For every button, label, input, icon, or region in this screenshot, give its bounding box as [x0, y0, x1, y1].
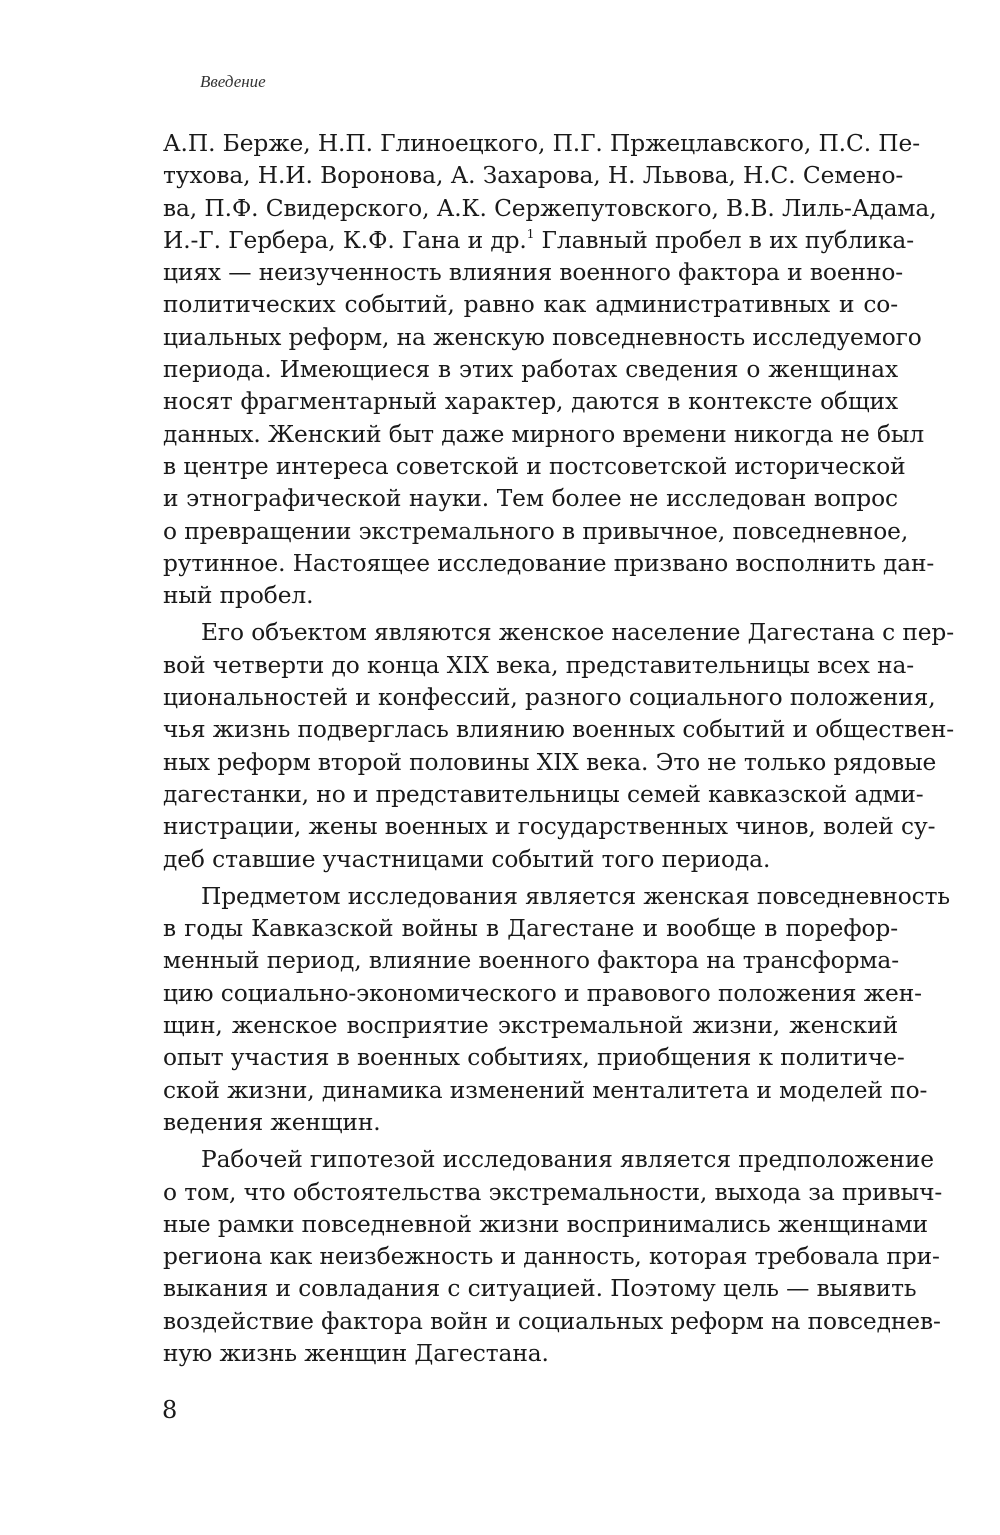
- text-line-tail: Главный пробел в их публика-: [534, 226, 914, 254]
- text-line: щин, женское восприятие экстремальной жизни, женский: [163, 1012, 898, 1040]
- text-line: нистрации, жены военных и государственных чинов, волей су-: [163, 813, 936, 841]
- text-line: дагестанки, но и представительницы семей кавказской адми-: [163, 780, 924, 808]
- text-line: опыт участия в военных событиях, приобщения к политиче-: [163, 1044, 905, 1072]
- text-line: менный период, влияние военного фактора на трансформа-: [163, 947, 899, 975]
- paragraph-3: [163, 881, 950, 1139]
- text-line: Предметом исследования является женская повседневность: [201, 882, 950, 910]
- text-line: о том, что обстоятельства экстремальности, выхода за привыч-: [163, 1178, 943, 1206]
- text-line: А.П. Берже, Н.П. Глиноецкого, П.Г. Пржецлавского, П.С. Пе-: [163, 130, 920, 157]
- body-text: [163, 128, 955, 1370]
- page-number: 8: [162, 1396, 178, 1424]
- text-line: ва, П.Ф. Свидерского, А.К. Сержепутовского, В.В. Лиль-Адама,: [163, 194, 937, 222]
- text-line-head: И.-Г. Гербера, К.Ф. Гана и др.: [163, 226, 527, 254]
- text-line: и этнографической науки. Тем более не исследован вопрос: [163, 485, 898, 513]
- text-line: региона как неизбежность и данность, которая требовала при-: [163, 1243, 940, 1271]
- text-line: ные рамки повседневной жизни воспринимались женщинами: [163, 1210, 928, 1238]
- footnote-mark[interactable]: 1: [526, 226, 535, 241]
- text-line: данных. Женский быт даже мирного времени никогда не был: [163, 420, 925, 448]
- text-line: периода. Имеющиеся в этих работах сведения о женщинах: [163, 356, 898, 384]
- text-line: вой четверти до конца XIX века, представительницы всех на-: [163, 651, 915, 679]
- text-line: политических событий, равно как административных и со-: [163, 291, 898, 319]
- text-line: в центре интереса советской и постсоветской исторической: [163, 452, 906, 480]
- text-line: воздействие фактора войн и социальных реформ на повседнев-: [163, 1307, 941, 1335]
- paragraph-2: [163, 617, 955, 875]
- text-line: в годы Кавказской войны в Дагестане и вообще в порефор-: [163, 915, 898, 943]
- text-line: выкания и совладания с ситуацией. Поэтому цель — выявить: [163, 1275, 917, 1303]
- text-line: рутинное. Настоящее исследование призвано восполнить дан-: [163, 549, 935, 577]
- text-line: ный пробел.: [163, 582, 314, 610]
- text-line: ведения женщин.: [163, 1108, 381, 1136]
- text-line: чья жизнь подверглась влиянию военных событий и обществен-: [163, 716, 955, 744]
- text-line: о превращении экстремального в привычное, повседневное,: [163, 517, 909, 545]
- text-line: циальных реформ, на женскую повседневность исследуемого: [163, 323, 922, 351]
- text-line: носят фрагментарный характер, даются в контексте общих: [163, 388, 898, 416]
- text-line: цияx — неизученность влияния военного фактора и военно-: [163, 259, 904, 287]
- text-line: тухова, Н.И. Воронова, А. Захарова, Н. Львова, Н.С. Семено-: [163, 162, 904, 190]
- text-line: Рабочей гипотезой исследования является предположение: [201, 1146, 934, 1174]
- text-line: Его объектом являются женское население Дагестана с пер-: [201, 619, 955, 647]
- text-line: ную жизнь женщин Дагестана.: [163, 1339, 549, 1367]
- text-line: цию социально-экономического и правового положения жен-: [163, 979, 922, 1007]
- paragraph-1: [163, 128, 937, 612]
- text-line: деб ставшие участницами событий того периода.: [163, 845, 771, 873]
- running-head: Введение: [200, 72, 266, 91]
- paragraph-4: [163, 1144, 943, 1370]
- text-line: ных реформ второй половины XIX века. Это не только рядовые: [163, 748, 937, 776]
- text-line: циональностей и конфессий, разного социального положения,: [163, 684, 936, 712]
- text-line-with-footnote: [163, 225, 914, 257]
- text-line: ской жизни, динамика изменений менталитета и моделей по-: [163, 1076, 928, 1104]
